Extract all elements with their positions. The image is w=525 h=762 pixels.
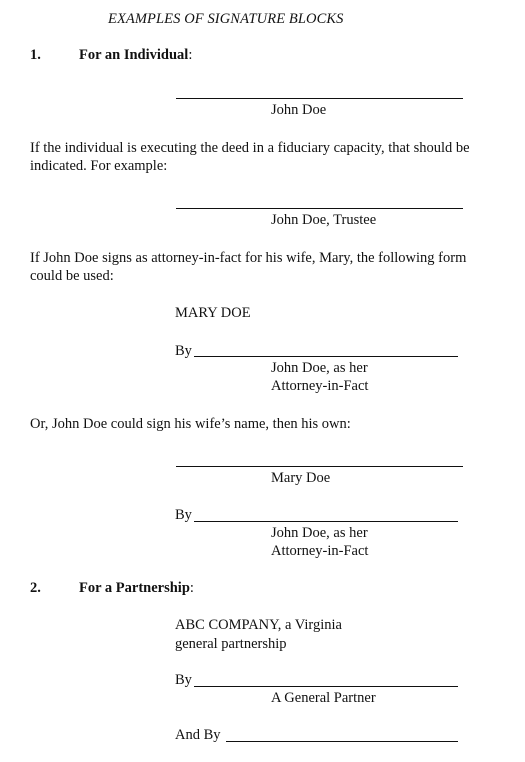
agent-name-line2: Attorney-in-Fact bbox=[271, 378, 369, 394]
by-signature-line-2 bbox=[194, 521, 458, 522]
partner-by-label: By bbox=[175, 672, 192, 688]
signature-line-john-doe bbox=[176, 98, 463, 99]
and-by-signature-line bbox=[226, 741, 458, 742]
wife-name-paragraph: Or, John Doe could sign his wife’s name, then his own: bbox=[30, 416, 351, 432]
section-2-heading-colon: : bbox=[189, 580, 194, 596]
agent2-name-line1: John Doe, as her bbox=[271, 525, 368, 541]
by-label: By bbox=[175, 343, 192, 359]
principal-name-caps: MARY DOE bbox=[175, 305, 251, 321]
attorney-in-fact-paragraph: If John Doe signs as attorney-in-fact for his wife, Mary, the following form could be used: bbox=[30, 250, 467, 284]
signature-name-trustee: John Doe, Trustee bbox=[271, 212, 377, 228]
agent-name-line1: John Doe, as her bbox=[271, 360, 368, 376]
signature-name-mary-doe: Mary Doe bbox=[271, 470, 331, 486]
section-1-heading bbox=[79, 47, 192, 64]
document-title: EXAMPLES OF SIGNATURE BLOCKS bbox=[108, 11, 344, 27]
company-name-line1: ABC COMPANY, a Virginia bbox=[175, 617, 342, 633]
signature-line-trustee bbox=[176, 208, 463, 209]
company-name-line2: general partnership bbox=[175, 636, 287, 652]
partner-signature-line bbox=[194, 686, 458, 687]
section-1-number: 1. bbox=[30, 47, 41, 63]
section-2-heading bbox=[79, 580, 194, 597]
by-signature-line bbox=[194, 356, 458, 357]
fiduciary-paragraph: If the individual is executing the deed in a fiduciary capacity, that should be indicated. For example: bbox=[30, 140, 470, 174]
section-2-number: 2. bbox=[30, 580, 41, 596]
agent2-name-line2: Attorney-in-Fact bbox=[271, 543, 369, 559]
by-label-2: By bbox=[175, 507, 192, 523]
section-1-heading-colon: : bbox=[188, 47, 193, 63]
signature-name-john-doe: John Doe bbox=[271, 102, 327, 118]
section-1-heading-text: For an Individual bbox=[79, 47, 189, 63]
signature-line-mary-doe bbox=[176, 466, 463, 467]
and-by-label: And By bbox=[175, 727, 221, 743]
partner-title: A General Partner bbox=[271, 690, 376, 706]
section-2-heading-text: For a Partnership bbox=[79, 580, 190, 596]
